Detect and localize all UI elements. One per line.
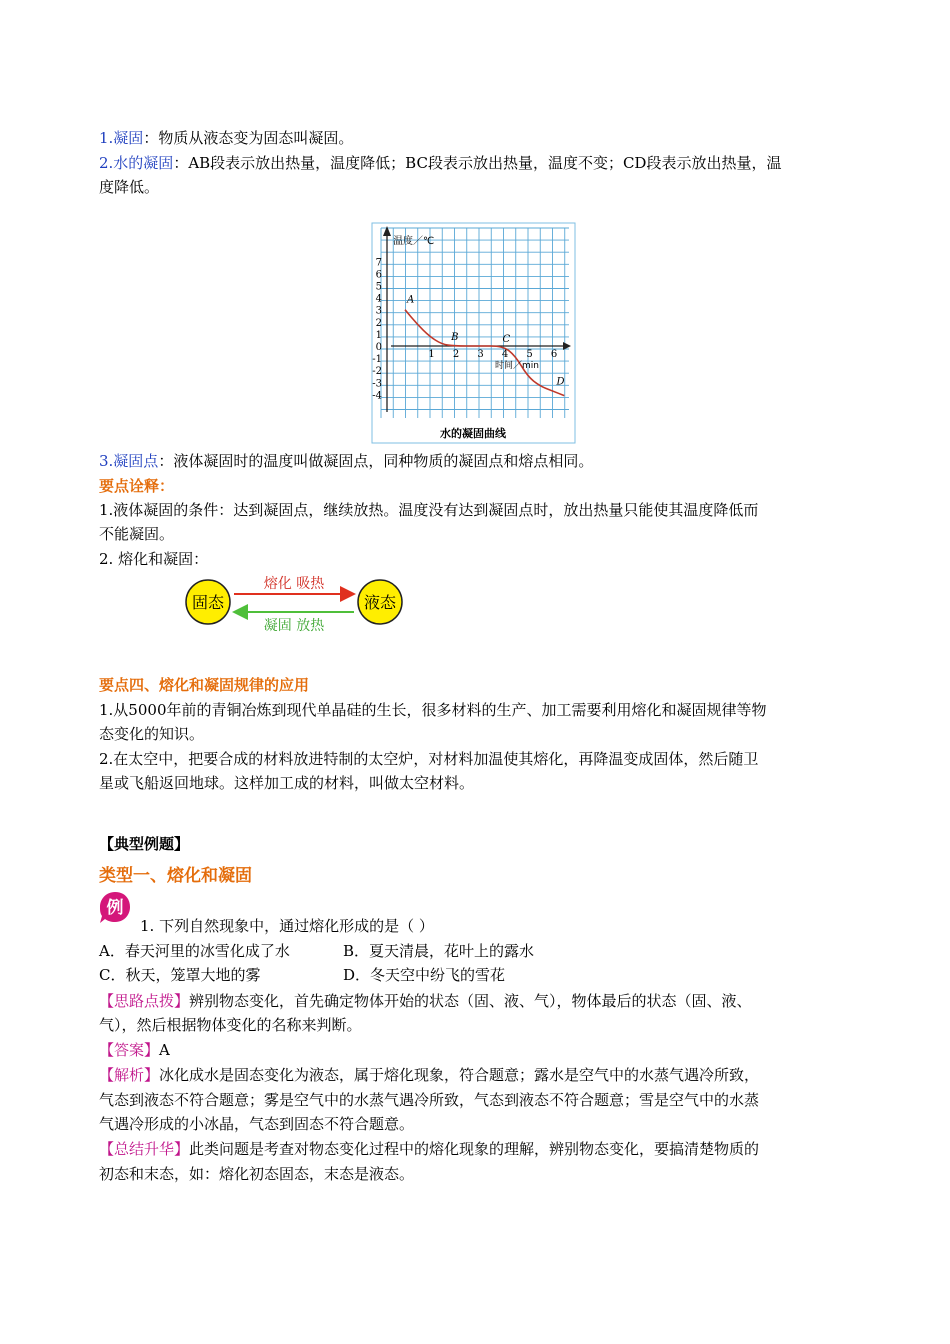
chart-title: 水的凝固曲线 <box>440 427 506 440</box>
term-water-solidification: 2.水的凝固 <box>99 154 174 172</box>
keypoint-1-l2: 不能凝固。 <box>99 525 175 543</box>
analysis-l3: 气遇冷形成的小冰晶，气态到固态不符合题意。 <box>99 1115 415 1133</box>
example-type-heading: 类型一、熔化和凝固 <box>99 866 252 886</box>
answer-text: A <box>159 1041 170 1059</box>
y-tick-label: 0 <box>375 342 382 353</box>
section4-p1-l2: 态变化的知识。 <box>99 725 205 743</box>
y-tick-label: 5 <box>375 281 382 293</box>
y-tick-label: 2 <box>375 317 382 329</box>
answer-line <box>99 1038 851 1062</box>
item-solidification <box>99 126 851 150</box>
summary-l1 <box>99 1137 851 1161</box>
x-tick-label: 2 <box>452 349 460 360</box>
y-tick-label: -4 <box>372 390 382 402</box>
example-question: 1. 下列自然现象中，通过熔化形成的是（ ） <box>140 917 434 935</box>
item-water-solidification <box>99 151 851 175</box>
analysis-l1 <box>99 1063 851 1087</box>
y-tick-label: 4 <box>375 293 382 305</box>
chart-ylabel: 温度／℃ <box>393 236 435 247</box>
text-solidification: ：物质从液态变为固态叫凝固。 <box>143 129 354 147</box>
text-water-solidification-l2: 度降低。 <box>99 178 160 196</box>
section4-heading: 要点四、熔化和凝固规律的应用 <box>99 676 310 694</box>
chart-svg <box>371 222 576 444</box>
analysis-text-l1: 冰化成水是固态变化为液态，属于熔化现象，符合题意；露水是空气中的水蒸气遇冷所致， <box>159 1066 760 1084</box>
liquid-state-label: 液态 <box>363 593 397 612</box>
melt-freeze-diagram <box>184 572 404 634</box>
section4-p2-l1: 2.在太空中，把要合成的材料放进特制的太空炉，对材料加温使其熔化，再降温变成固体，然后随卫 <box>99 750 759 768</box>
option-d: D．冬天空中纷飞的雪花 <box>343 966 506 984</box>
examples-heading: 【典型例题】 <box>99 835 190 853</box>
item-freezing-point <box>99 449 851 473</box>
x-tick-label: 3 <box>477 349 484 360</box>
hint-l1 <box>99 989 851 1013</box>
example-options-row2 <box>99 963 851 987</box>
summary-tag: 【总结升华】 <box>99 1140 190 1158</box>
option-b: B．夏天清晨，花叶上的露水 <box>343 942 535 960</box>
solid-state-label: 固态 <box>191 593 225 612</box>
chart-frame <box>372 223 575 443</box>
point-label-d: D <box>556 376 565 388</box>
y-tick-label: 6 <box>375 269 382 281</box>
x-tick-label: 6 <box>550 349 558 360</box>
freezing-label: 凝固 放热 <box>263 618 325 634</box>
y-tick-label: -1 <box>372 354 382 366</box>
hint-text-l1: 辨别物态变化，首先确定物体开始的状态（固、液、气），物体最后的状态（固、液、 <box>189 992 752 1010</box>
water-solidification-chart <box>371 222 576 444</box>
hint-tag: 【思路点拨】 <box>99 992 190 1010</box>
term-solidification: 1.凝固 <box>99 129 144 147</box>
text-water-solidification-l1: ：AB段表示放出热量，温度降低；BC段表示放出热量，温度不变；CD段表示放出热量，温 <box>173 154 782 172</box>
y-tick-label: -3 <box>372 378 382 390</box>
answer-tag: 【答案】 <box>99 1041 160 1059</box>
keypoints-heading: 要点诠释： <box>99 477 175 495</box>
term-freezing-point: 3.凝固点 <box>99 452 159 470</box>
hint-l2: 气），然后根据物体变化的名称来判断。 <box>99 1016 362 1034</box>
keypoint-1-l1: 1.液体凝固的条件：达到凝固点，继续放热。温度没有达到凝固点时，放出热量只能使其温度降低而 <box>99 501 759 519</box>
section4-p1-l1: 1.从5000年前的青铜冶炼到现代单晶硅的生长，很多材料的生产、加工需要利用熔化和凝固规律等物 <box>99 701 767 719</box>
example-badge-label: 例 <box>106 898 124 918</box>
section4-p2-l2: 星或飞船返回地球。这样加工成的材料，叫做太空材料。 <box>99 774 475 792</box>
melting-label: 熔化 吸热 <box>263 576 325 592</box>
option-a: A．春天河里的冰雪化成了水 <box>99 942 290 960</box>
option-c: C．秋天，笼罩大地的雾 <box>99 966 261 984</box>
point-label-c: C <box>502 333 511 345</box>
y-tick-label: 7 <box>375 257 382 269</box>
diagram-svg <box>184 572 404 634</box>
example-badge-icon <box>98 890 132 924</box>
chart-xlabel: 时间／min <box>495 361 539 371</box>
summary-l2: 初态和末态，如：熔化初态固态，末态是液态。 <box>99 1165 415 1183</box>
summary-text-l1: 此类问题是考查对物态变化过程中的熔化现象的理解，辨别物态变化，要搞清楚物质的 <box>189 1140 760 1158</box>
x-tick-label: 4 <box>501 349 509 360</box>
y-tick-label: 1 <box>375 329 382 341</box>
example-options-row1 <box>99 939 851 963</box>
y-tick-label: 3 <box>375 305 382 317</box>
point-label-a: A <box>407 294 415 306</box>
text-freezing-point: ：液体凝固时的温度叫做凝固点，同种物质的凝固点和熔点相同。 <box>158 452 594 470</box>
x-tick-label: 5 <box>526 349 533 360</box>
x-tick-label: 1 <box>428 349 435 360</box>
point-label-b: B <box>451 331 459 343</box>
analysis-tag: 【解析】 <box>99 1066 160 1084</box>
analysis-l2: 气态到液态不符合题意；雾是空气中的水蒸气遇冷所致，气态到液态不符合题意；雪是空气中的水蒸 <box>99 1091 760 1109</box>
example-badge <box>98 890 132 924</box>
y-tick-label: -2 <box>372 366 382 378</box>
keypoint-2: 2. 熔化和凝固： <box>99 550 209 568</box>
